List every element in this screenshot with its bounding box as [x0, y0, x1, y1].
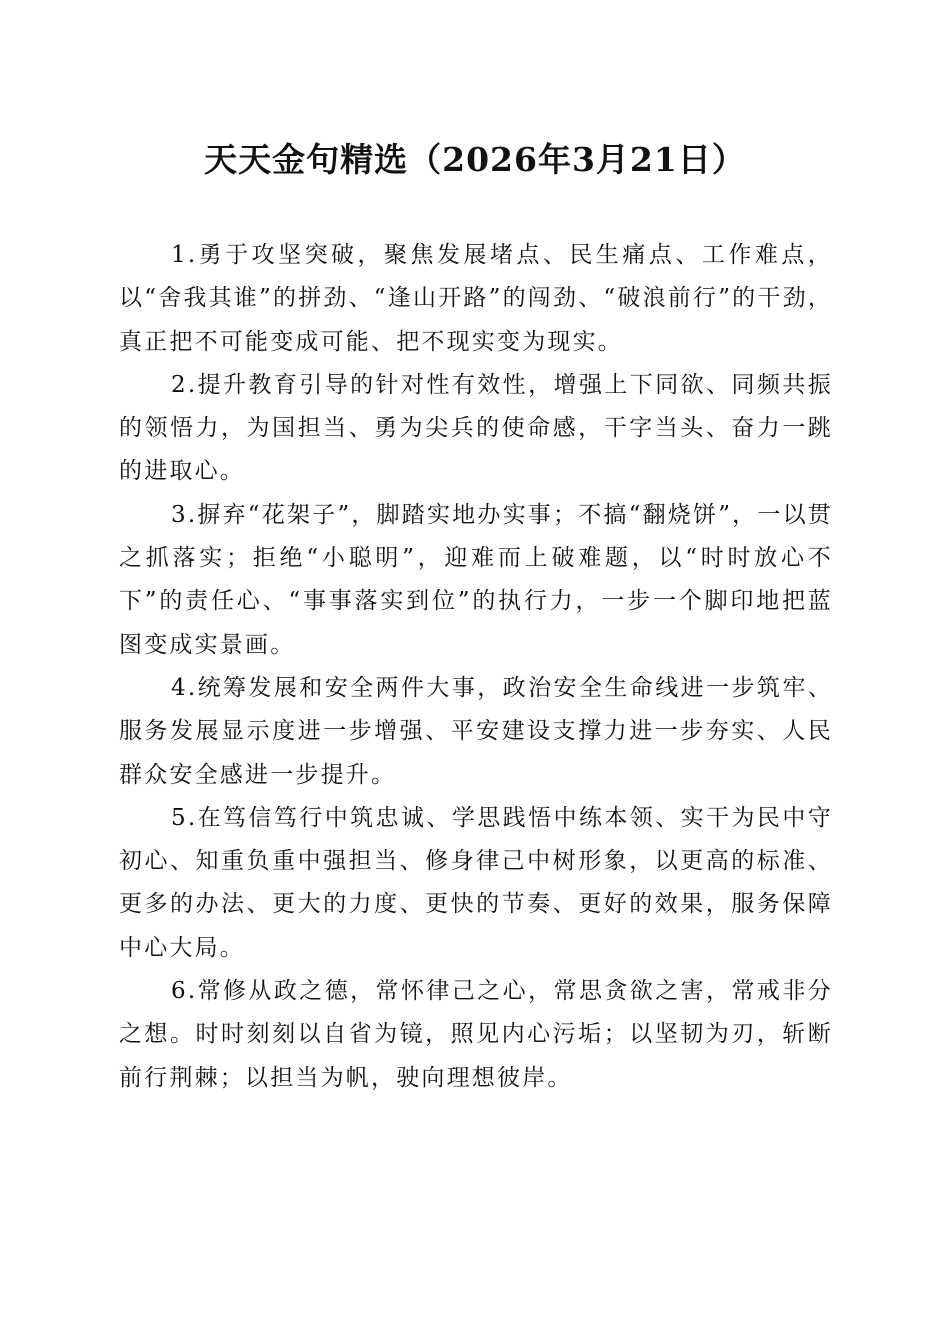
paragraph-5: 5.在笃信笃行中筑忠诚、学思践悟中练本领、实干为民中守初心、知重负重中强担当、修身律己中树形象，以更高的标准、更多的办法、更大的力度、更快的节奏、更好的效果，服务保障中心大局。	[119, 804, 833, 961]
paragraph-4: 4.统筹发展和安全两件大事，政治安全生命线进一步筑牢、服务发展显示度进一步增强、平安建设支撑力进一步夯实、人民群众安全感进一步提升。	[119, 674, 833, 788]
paragraph-1: 1.勇于攻坚突破，聚焦发展堵点、民生痛点、工作难点，以“舍我其谁”的拼劲、“逢山开路”的闯劲、“破浪前行”的干劲，真正把不可能变成可能、把不现实变为现实。	[119, 242, 833, 355]
document-title: 天天金句精选（2026年3月21日）	[204, 140, 746, 179]
document-body	[119, 234, 833, 1100]
paragraph-6: 6.常修从政之德，常怀律己之心，常思贪欲之害，常戒非分之想。时时刻刻以自省为镜，照见内心污垢；以坚韧为刃，斩断前行荆棘；以担当为帆，驶向理想彼岸。	[119, 978, 833, 1091]
paragraph-3: 3.摒弃“花架子”，脚踏实地办实事；不搞“翻烧饼”，一以贯之抓落实；拒绝“小聪明”，迎难而上破难题，以“时时放心不下”的责任心、“事事落实到位”的执行力，一步一个脚印地把蓝图变成实景画。	[119, 501, 833, 658]
paragraph-2: 2.提升教育引导的针对性有效性，增强上下同欲、同频共振的领悟力，为国担当、勇为尖兵的使命感，干字当头、奋力一跳的进取心。	[119, 371, 833, 485]
